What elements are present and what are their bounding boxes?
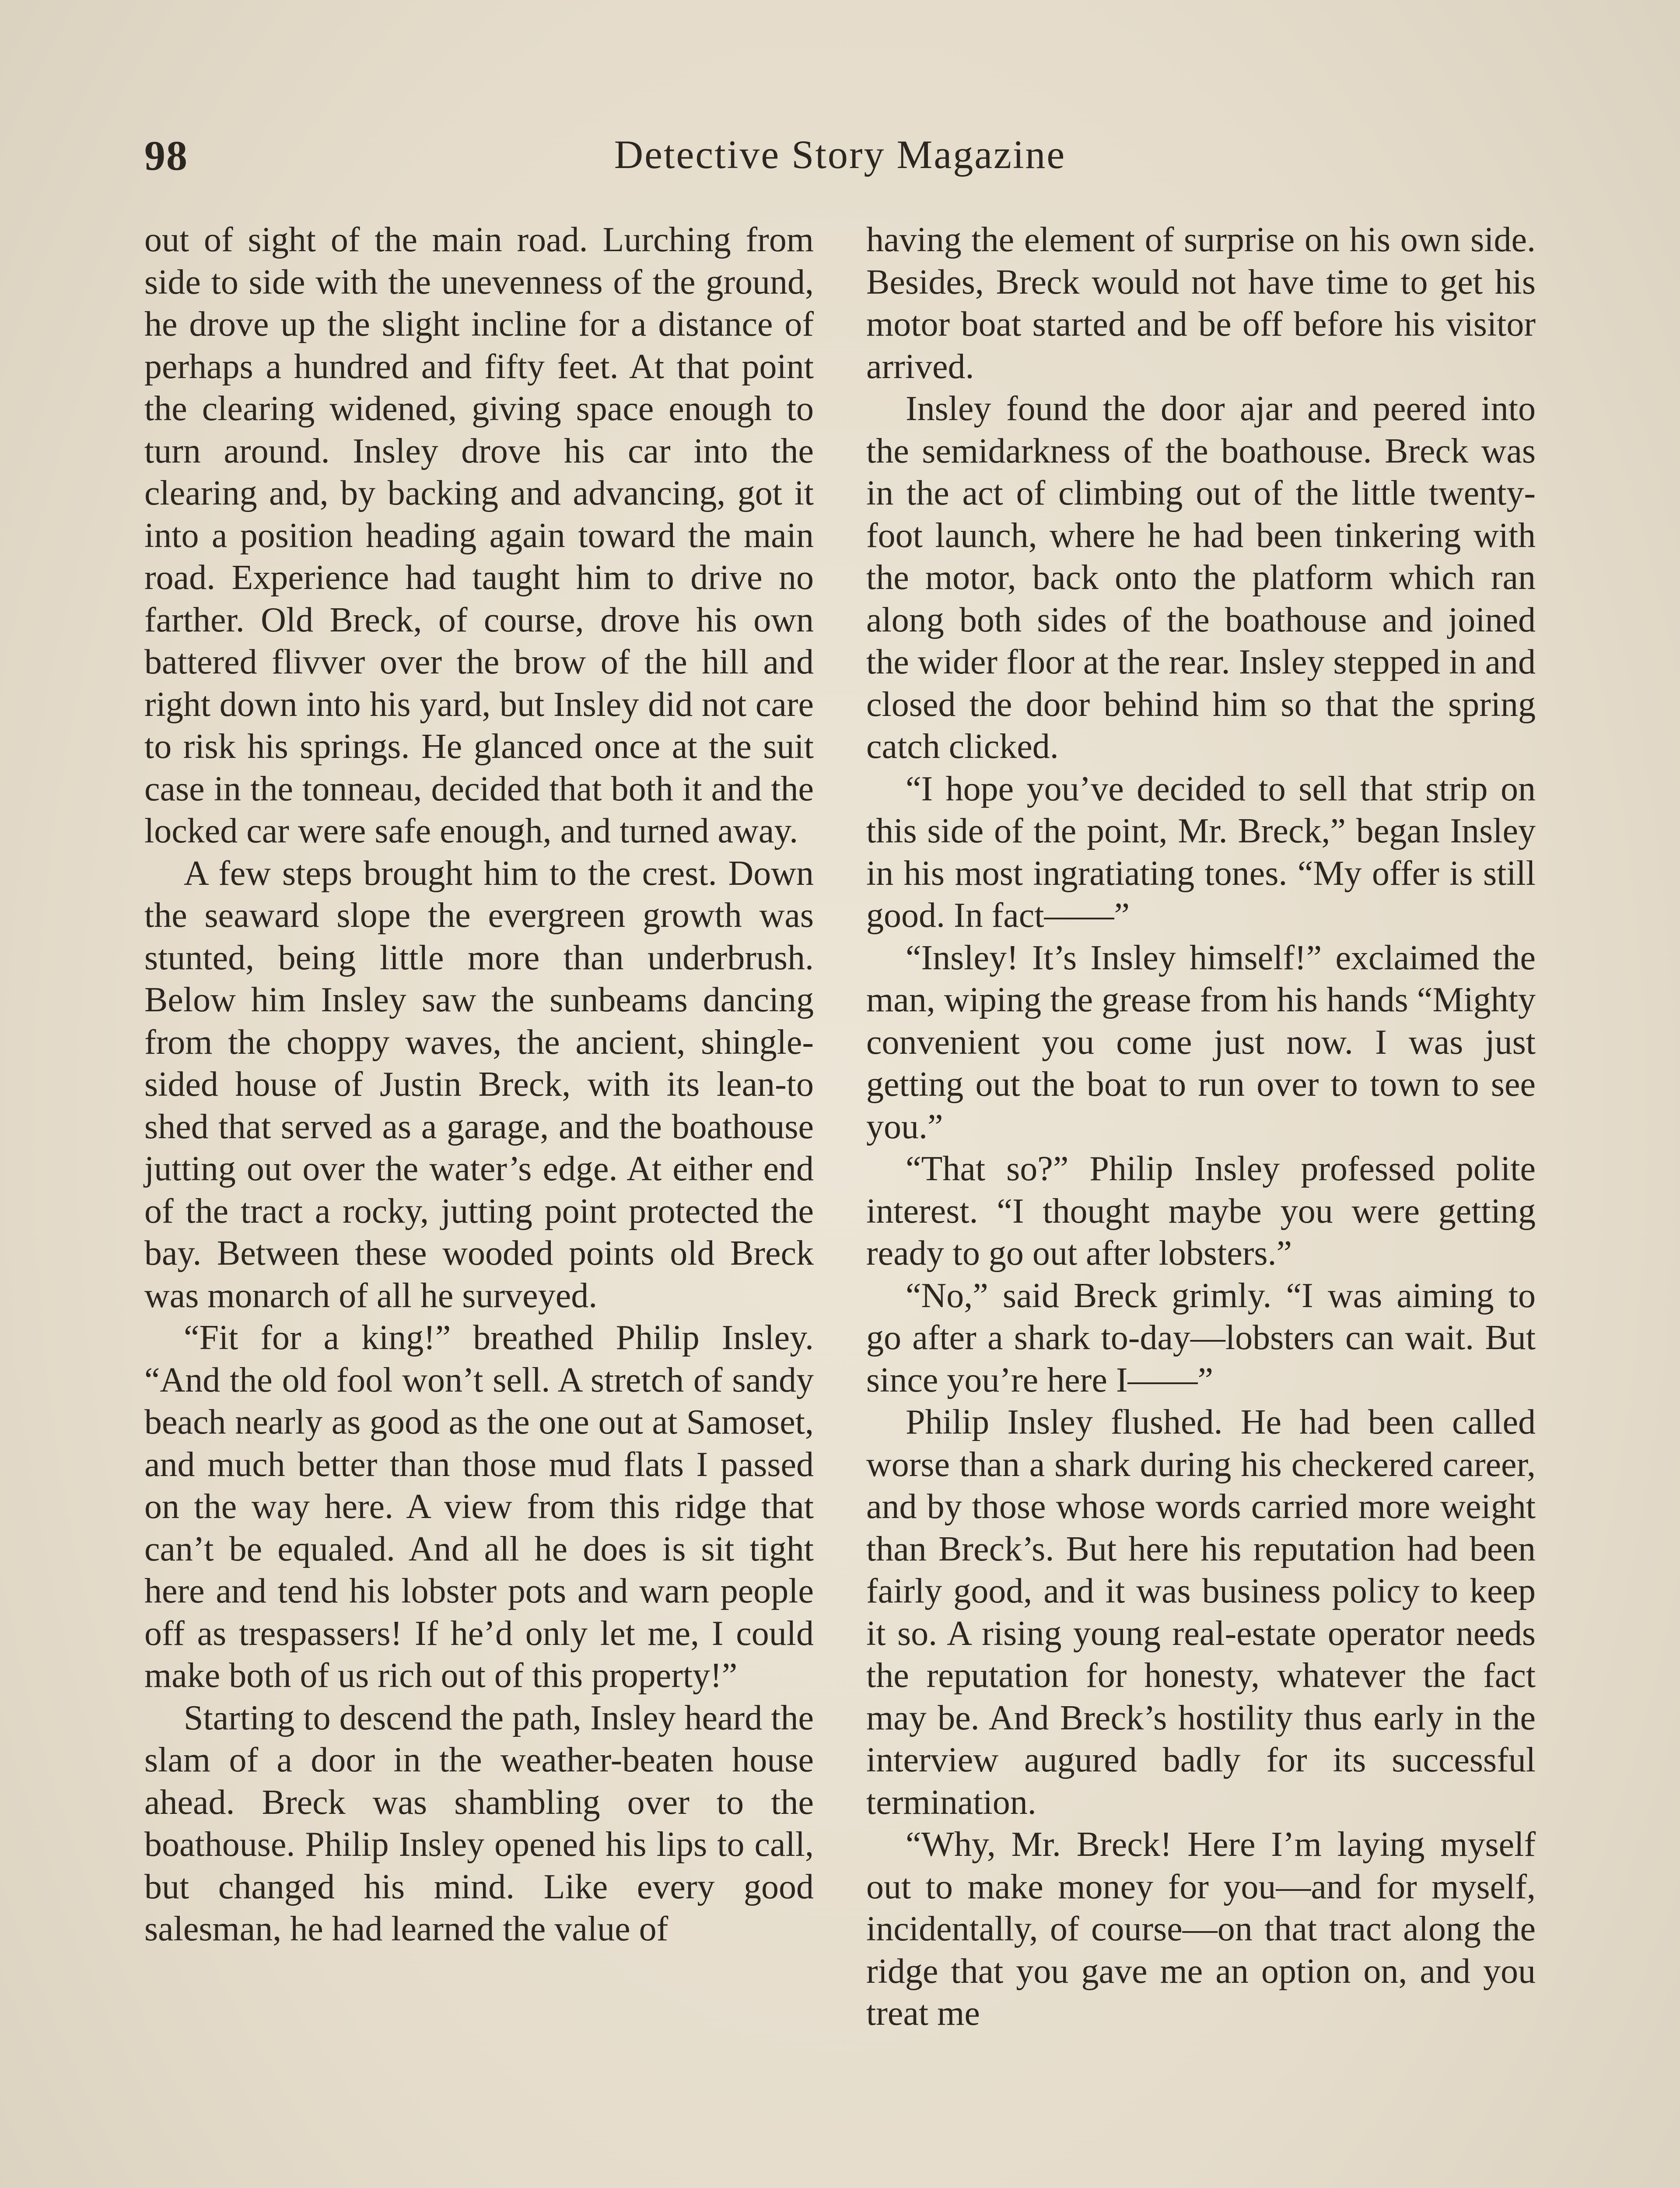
paragraph: “That so?” Philip Insley professed polite interest. “I thought maybe you were getting ready to go out after lobsters.” [866, 1150, 1536, 1273]
article-body [144, 219, 1536, 2188]
paragraph: “No,” said Breck grimly. “I was aiming to go after a shark to-day—lobsters can wait. But since you’re here I——” [866, 1276, 1536, 1399]
page-header [144, 131, 1536, 197]
paragraph: “I hope you’ve decided to sell that strip on this side of the point, Mr. Breck,” began Insley in his most ingratiating tones. “My offer is still good. In fact——” [866, 769, 1536, 935]
page-number: 98 [144, 132, 188, 179]
paragraph: Philip Insley flushed. He had been called worse than a shark during his checkered career, and by those whose words carried more weight than Breck’s. But here his reputation had been fairly good, and it was business policy to keep it so. A rising young real-estate operator needs the reputation for honesty, whatever the fact may be. And Breck’s hostility thus early in the interview augured badly for its successful termination. [866, 1403, 1536, 1822]
paragraph: “Why, Mr. Breck! Here I’m laying myself out to make money for you—and for myself, incidentally, of course—on that tract along the ridge that you gave me an option on, and you treat me [866, 1825, 1536, 2033]
paragraph: Insley found the door ajar and peered into the semidarkness of the boathouse. Breck was in the act of climbing out of the little twenty-foot launch, where he had been tinkering with the motor, back onto the platform which ran along both sides of the boathouse and joined the wider floor at the rear. Insley stepped in and closed the door behind him so that the spring catch clicked. [866, 389, 1536, 766]
paragraph: Starting to descend the path, Insley heard the slam of a door in the weather-beaten house ahead. Breck was shambling over to the boathouse. Philip Insley opened his lips to call, but changed his mind. Like every good salesman, he had learned the value of [144, 1698, 814, 1948]
paragraph: A few steps brought him to the crest. Down the seaward slope the evergreen growth was stunted, being little more than underbrush. Below him Insley saw the sunbeams dancing from the choppy waves, the ancient, shingle-sided house of Justin Breck, with its lean-to shed that served as a garage, and the boathouse jutting out over the water’s edge. At either end of the tract a rocky, jutting point protected the bay. Between these wooded points old Breck was monarch of all he surveyed. [144, 854, 814, 1315]
right-column [866, 219, 1536, 2188]
paragraph: having the element of surprise on his own side. Besides, Breck would not have time to get his motor boat started and be off before his visitor arrived. [866, 221, 1536, 386]
paragraph: “Insley! It’s Insley himself!” exclaimed the man, wiping the grease from his hands “Mighty convenient you come just now. I was just getting out the boat to run over to town to see you.” [866, 938, 1536, 1146]
paragraph: out of sight of the main road. Lurching from side to side with the unevenness of the ground, he drove up the slight incline for a distance of perhaps a hundred and fifty feet. At that point the clearing widened, giving space enough to turn around. Insley drove his car into the clearing and, by backing and advancing, got it into a position heading again toward the main road. Experience had taught him to drive no farther. Old Breck, of course, drove his own battered flivver over the brow of the hill and right down into his yard, but Insley did not care to risk his springs. He glanced once at the suit case in the tonneau, decided that both it and the locked car were safe enough, and turned away. [144, 221, 814, 850]
magazine-title: Detective Story Magazine [614, 132, 1066, 177]
left-column [144, 219, 814, 2188]
paragraph: “Fit for a king!” breathed Philip Insley. “And the old fool won’t sell. A stretch of sandy beach nearly as good as the one out at Samoset, and much better than those mud flats I passed on the way here. A view from this ridge that can’t be equaled. And all he does is sit tight here and tend his lobster pots and warn people off as trespassers! If he’d only let me, I could make both of us rich out of this property!” [144, 1318, 814, 1695]
